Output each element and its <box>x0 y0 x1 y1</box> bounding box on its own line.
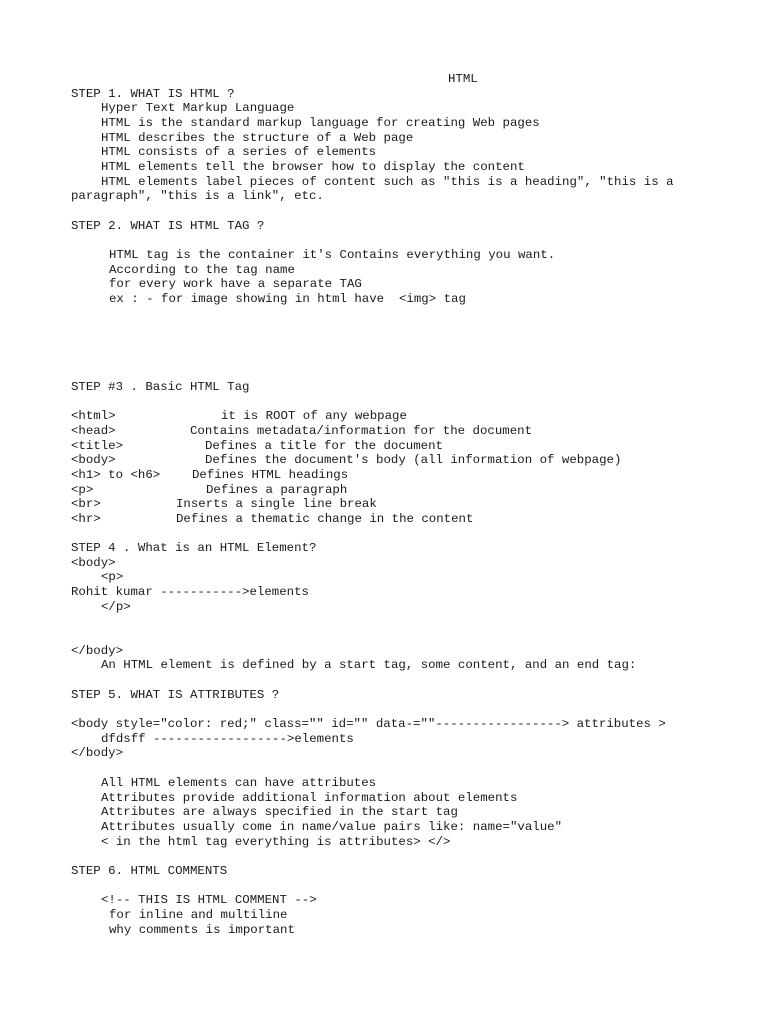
step5-code-line: <body style="color: red;" class="" id="" data-=""-----------------> attributes > <box>71 717 666 731</box>
step4-line: <body> <box>71 556 116 570</box>
tag-name: <p> <box>71 483 94 497</box>
tag-name: <hr> <box>71 512 101 526</box>
tag-name: <html> <box>71 409 116 423</box>
tag-description: Inserts a single line break <box>176 497 377 511</box>
step3-heading: STEP #3 . Basic HTML Tag <box>71 380 250 394</box>
document-title: HTML <box>448 72 478 86</box>
tag-description: Defines a thematic change in the content <box>176 512 474 526</box>
tag-description: Defines the document's body (all information of webpage) <box>205 453 622 467</box>
step5-line: Attributes usually come in name/value pairs like: name="value" <box>101 820 563 834</box>
step4-line: </body> <box>71 644 124 658</box>
step4-heading: STEP 4 . What is an HTML Element? <box>71 541 317 555</box>
step2-line: ex : - for image showing in html have <img> tag <box>109 292 466 306</box>
tag-description: Defines a paragraph <box>206 483 348 497</box>
tag-description: Contains metadata/information for the document <box>190 424 533 438</box>
step4-line: An HTML element is defined by a start tag, some content, and an end tag: <box>101 658 637 672</box>
step1-line: Hyper Text Markup Language <box>101 101 295 115</box>
tag-name: <body> <box>71 453 116 467</box>
step1-line: HTML consists of a series of elements <box>101 145 377 159</box>
tag-name: <head> <box>71 424 116 438</box>
tag-description: Defines a title for the document <box>205 439 443 453</box>
step5-code-line: </body> <box>71 746 124 760</box>
step6-heading: STEP 6. HTML COMMENTS <box>71 864 228 878</box>
step5-line: Attributes provide additional information about elements <box>101 791 518 805</box>
tag-description: Defines HTML headings <box>192 468 349 482</box>
step2-line: According to the tag name <box>109 263 295 277</box>
step6-line: <!-- THIS IS HTML COMMENT --> <box>101 893 317 907</box>
step4-line: Rohit kumar ----------->elements <box>71 585 309 599</box>
step1-line: paragraph", "this is a link", etc. <box>71 189 324 203</box>
step1-line: HTML is the standard markup language for creating Web pages <box>101 116 540 130</box>
step5-heading: STEP 5. WHAT IS ATTRIBUTES ? <box>71 688 280 702</box>
step5-line: All HTML elements can have attributes <box>101 776 377 790</box>
step6-line: for inline and multiline <box>109 908 288 922</box>
step1-line: HTML elements label pieces of content such as "this is a heading", "this is a <box>101 175 674 189</box>
step1-line: HTML describes the structure of a Web page <box>101 131 414 145</box>
step5-line: Attributes are always specified in the start tag <box>101 805 458 819</box>
tag-name: <title> <box>71 439 124 453</box>
tag-name: <h1> to <h6> <box>71 468 161 482</box>
step1-line: HTML elements tell the browser how to display the content <box>101 160 525 174</box>
tag-description: it is ROOT of any webpage <box>221 409 407 423</box>
step1-heading: STEP 1. WHAT IS HTML ? <box>71 87 235 101</box>
step4-line: </p> <box>101 600 131 614</box>
step4-line: <p> <box>101 570 124 584</box>
step5-code-line: dfdsff ------------------>elements <box>101 732 354 746</box>
step6-line: why comments is important <box>109 923 295 937</box>
step5-line: < in the html tag everything is attributes> </> <box>101 835 451 849</box>
step2-line: for every work have a separate TAG <box>109 277 362 291</box>
tag-name: <br> <box>71 497 101 511</box>
step2-line: HTML tag is the container it's Contains everything you want. <box>109 248 556 262</box>
step2-heading: STEP 2. WHAT IS HTML TAG ? <box>71 219 265 233</box>
